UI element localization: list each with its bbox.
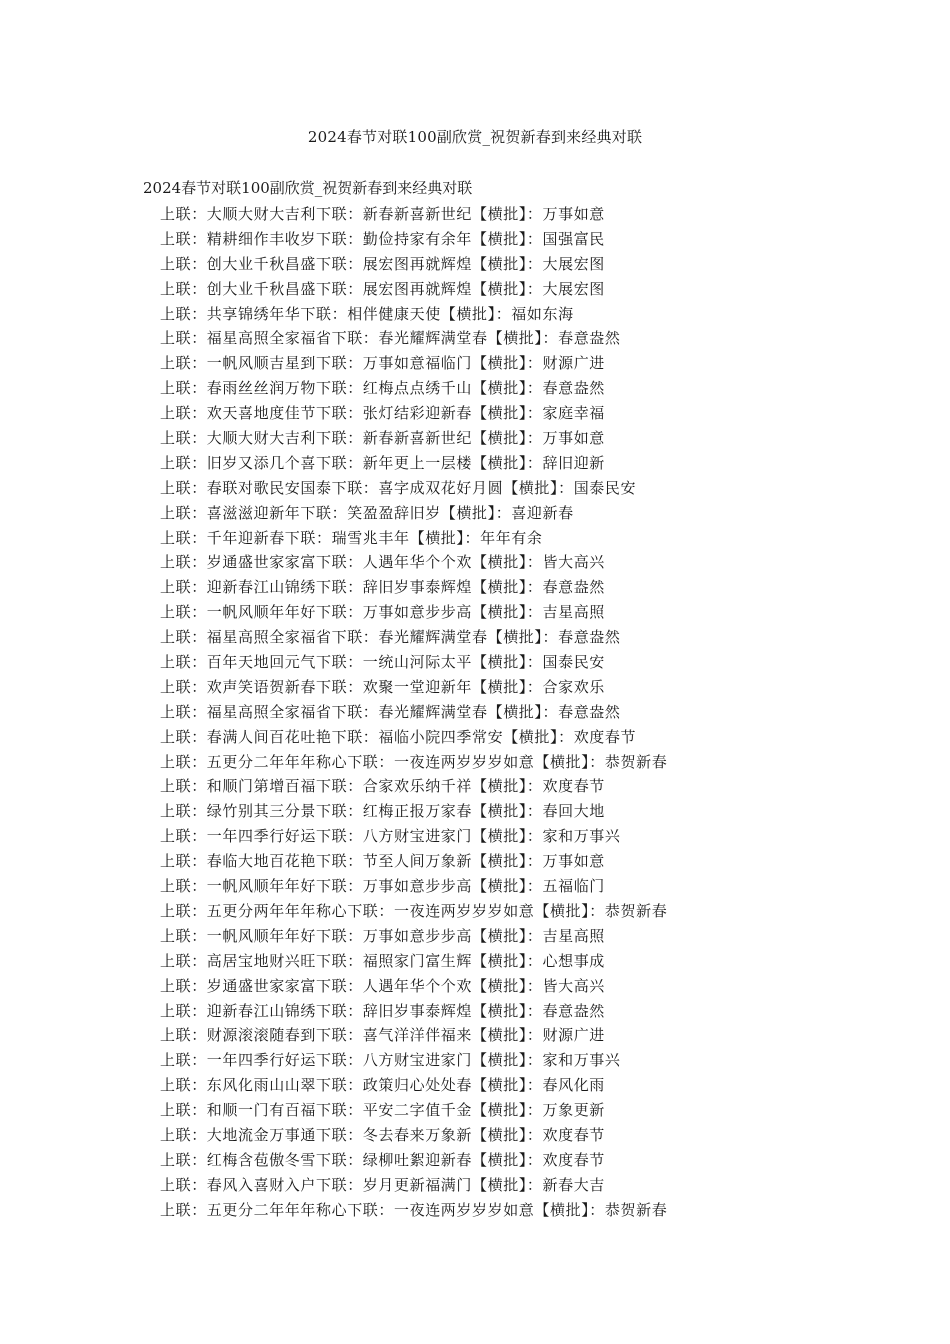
article-heading: 2024春节对联100副欣赏_祝贺新春到来经典对联 — [143, 179, 473, 197]
couplet-line: 上联：欢声笑语贺新春下联：欢聚一堂迎新年【横批】：合家欢乐 — [160, 677, 605, 696]
couplet-line: 上联：旧岁又添几个喜下联：新年更上一层楼【横批】：辞旧迎新 — [160, 453, 605, 472]
couplet-line: 上联：福星高照全家福省下联：春光耀辉满堂春【横批】：春意盎然 — [160, 702, 621, 721]
couplet-line: 上联：大顺大财大吉利下联：新春新喜新世纪【横批】：万事如意 — [160, 429, 605, 448]
couplet-line: 上联：欢天喜地度佳节下联：张灯结彩迎新春【横批】：家庭幸福 — [160, 404, 605, 423]
couplet-line: 上联：百年天地回元气下联：一统山河际太平【横批】：国泰民安 — [160, 653, 605, 672]
couplet-line: 上联：千年迎新春下联：瑞雪兆丰年【横批】：年年有余 — [160, 528, 543, 547]
couplet-line: 上联：一帆风顺年年好下联：万事如意步步高【横批】：五福临门 — [160, 877, 605, 896]
couplet-line: 上联：高居宝地财兴旺下联：福照家门富生辉【横批】：心想事成 — [160, 951, 605, 970]
couplet-line: 上联：春联对歌民安国泰下联：喜字成双花好月圆【横批】：国泰民安 — [160, 478, 637, 497]
couplet-line: 上联：春临大地百花艳下联：节至人间万象新【横批】：万事如意 — [160, 852, 605, 871]
couplet-line: 上联：东风化雨山山翠下联：政策归心处处春【横批】：春风化雨 — [160, 1076, 605, 1095]
couplet-line: 上联：春雨丝丝润万物下联：红梅点点绣千山【横批】：春意盎然 — [160, 379, 605, 398]
couplet-line: 上联：喜滋滋迎新年下联：笑盈盈辞旧岁【横批】：喜迎新春 — [160, 503, 574, 522]
couplet-list — [160, 202, 667, 1223]
couplet-line: 上联：迎新春江山锦绣下联：辞旧岁事泰辉煌【横批】：春意盎然 — [160, 1001, 605, 1020]
couplet-line: 上联：岁通盛世家家富下联：人遇年华个个欢【横批】：皆大高兴 — [160, 553, 605, 572]
couplet-line: 上联：五更分二年年年称心下联：一夜连两岁岁岁如意【横批】：恭贺新春 — [160, 1200, 668, 1219]
couplet-line: 上联：大顺大财大吉利下联：新春新喜新世纪【横批】：万事如意 — [160, 205, 605, 223]
couplet-line: 上联：创大业千秋昌盛下联：展宏图再就辉煌【横批】：大展宏图 — [160, 254, 605, 273]
couplet-line: 上联：大地流金万事通下联：冬去春来万象新【横批】：欢度春节 — [160, 1125, 605, 1144]
couplet-line: 上联：一年四季行好运下联：八方财宝进家门【横批】：家和万事兴 — [160, 827, 621, 846]
couplet-line: 上联：红梅含苞傲冬雪下联：绿柳吐絮迎新春【横批】：欢度春节 — [160, 1150, 605, 1169]
couplet-line: 上联：五更分二年年年称心下联：一夜连两岁岁岁如意【横批】：恭贺新春 — [160, 752, 668, 771]
couplet-line: 上联：岁通盛世家家富下联：人遇年华个个欢【横批】：皆大高兴 — [160, 976, 605, 995]
couplet-line: 上联：和顺一门有百福下联：平安二字值千金【横批】：万象更新 — [160, 1101, 605, 1120]
couplet-line: 上联：财源滚滚随春到下联：喜气洋洋伴福来【横批】：财源广进 — [160, 1026, 605, 1045]
couplet-line: 上联：福星高照全家福省下联：春光耀辉满堂春【横批】：春意盎然 — [160, 628, 621, 647]
couplet-line: 上联：一帆风顺吉星到下联：万事如意福临门【横批】：财源广进 — [160, 354, 605, 373]
couplet-line: 上联：五更分两年年年称心下联：一夜连两岁岁岁如意【横批】：恭贺新春 — [160, 901, 668, 920]
couplet-line: 上联：一帆风顺年年好下联：万事如意步步高【横批】：吉星高照 — [160, 603, 605, 622]
couplet-line: 上联：创大业千秋昌盛下联：展宏图再就辉煌【横批】：大展宏图 — [160, 279, 605, 298]
couplet-line: 上联：春风入喜财入户下联：岁月更新福满门【横批】：新春大吉 — [160, 1175, 605, 1194]
page-title: 2024春节对联100副欣赏_祝贺新春到来经典对联 — [307, 128, 643, 146]
couplet-line: 上联：和顺门第增百福下联：合家欢乐纳千祥【横批】：欢度春节 — [160, 777, 605, 796]
couplet-line: 上联：共享锦绣年华下联：相伴健康天使【横批】：福如东海 — [160, 304, 574, 323]
couplet-line: 上联：福星高照全家福省下联：春光耀辉满堂春【横批】：春意盎然 — [160, 329, 621, 348]
couplet-line: 上联：精耕细作丰收岁下联：勤俭持家有余年【横批】：国强富民 — [160, 229, 605, 248]
couplet-line: 上联：一年四季行好运下联：八方财宝进家门【横批】：家和万事兴 — [160, 1051, 621, 1070]
couplet-line: 上联：迎新春江山锦绣下联：辞旧岁事泰辉煌【横批】：春意盎然 — [160, 578, 605, 597]
couplet-line: 上联：春满人间百花吐艳下联：福临小院四季常安【横批】：欢度春节 — [160, 727, 637, 746]
couplet-line: 上联：一帆风顺年年好下联：万事如意步步高【横批】：吉星高照 — [160, 926, 605, 945]
couplet-line: 上联：绿竹别其三分景下联：红梅正报万家春【横批】：春回大地 — [160, 802, 605, 821]
